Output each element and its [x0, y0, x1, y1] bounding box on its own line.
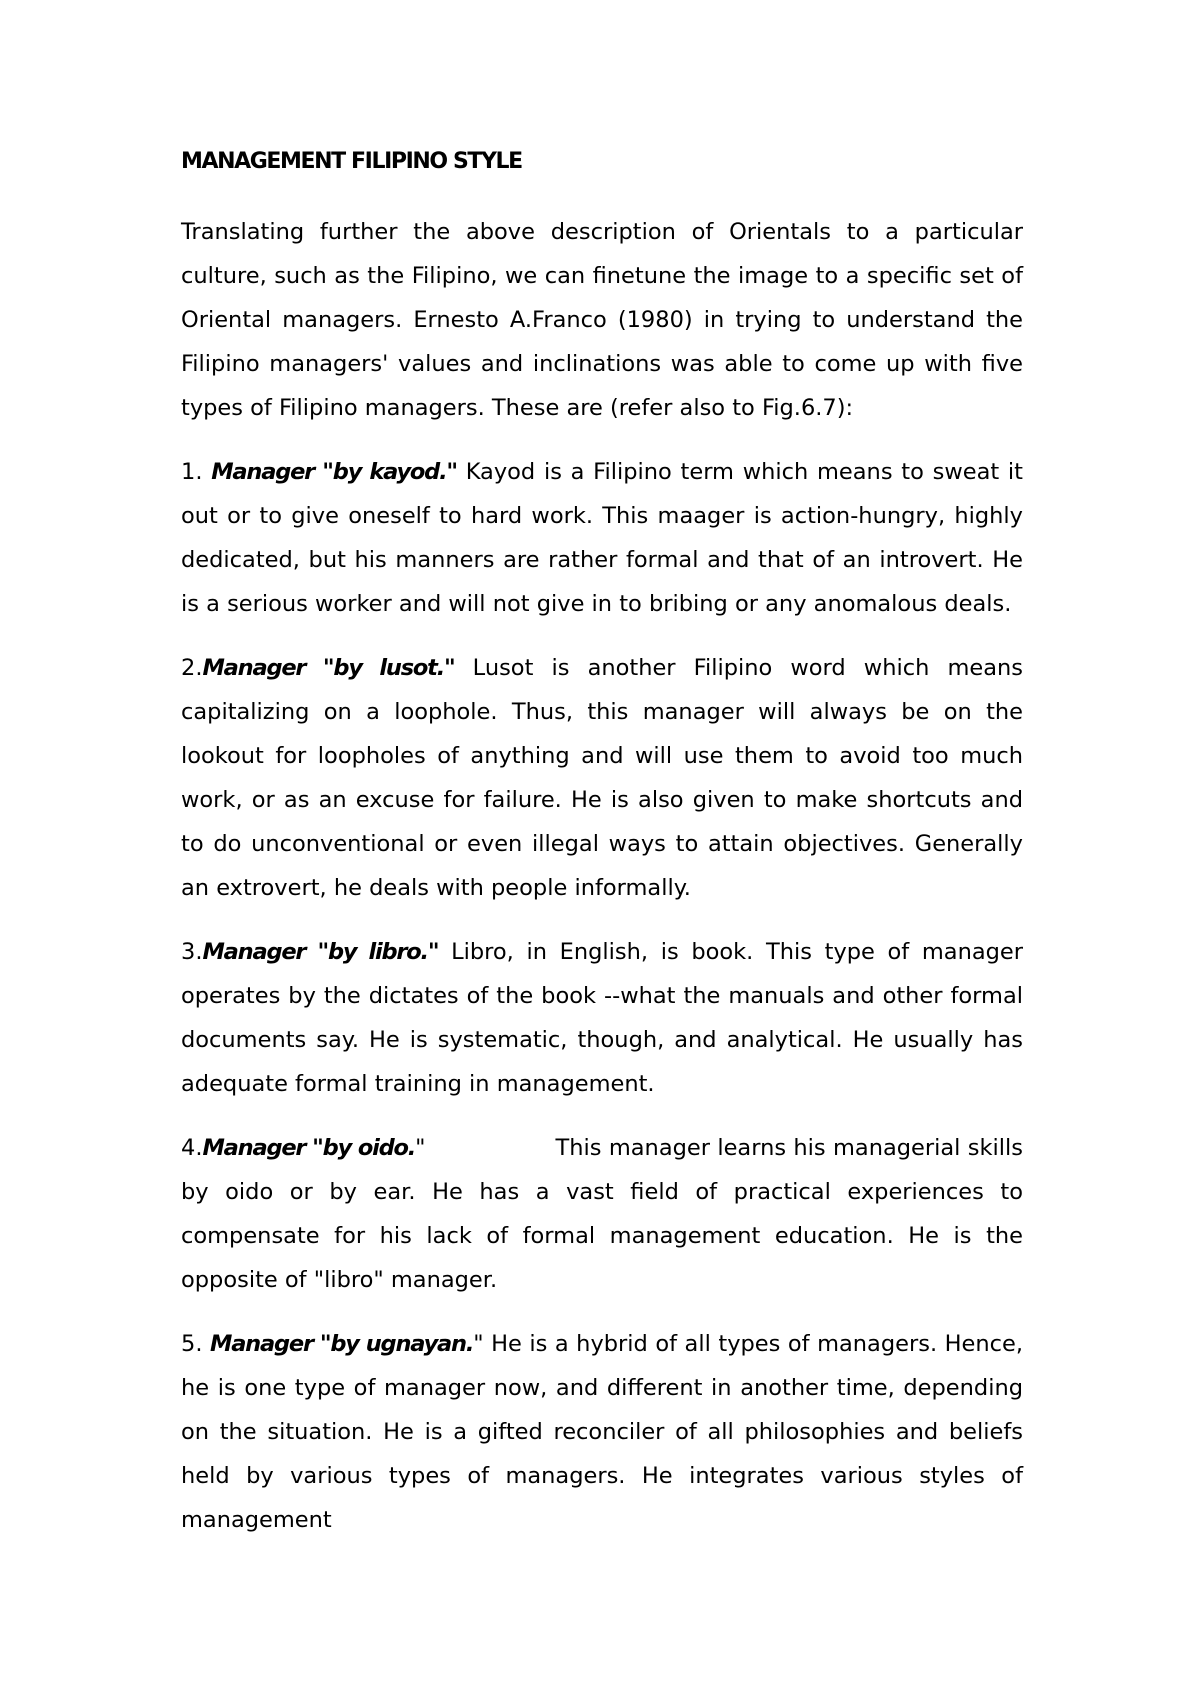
item-number: 2. [181, 655, 203, 681]
item-term: Manager "by libro." [202, 939, 439, 965]
item-term: Manager "by kayod." [211, 459, 457, 485]
item-number: 5. [181, 1331, 210, 1357]
item-text: Libro, in English, is book. This type of manager operates by the dictates of the book --what the manuals and other formal documents say. He is systematic, though, and analytical. He usually has adequate formal training in management. [181, 939, 1024, 1097]
item-number: 4. [181, 1135, 203, 1161]
page-title: MANAGEMENT FILIPINO STYLE [181, 149, 522, 174]
item-term: Manager "by oido. [202, 1135, 416, 1161]
item-text: Lusot is another Filipino word which means capitalizing on a loophole. Thus, this manager will always be on the lookout for loopholes of anything and will use them to avoid too much work, or as an excuse for failure. He is also given to make shortcuts and to do unconventional or even illegal ways to attain objectives. Generally an extrovert, he deals with people informally. [181, 655, 1023, 901]
item-term-tail: " [473, 1331, 484, 1357]
list-item-libro [181, 930, 1023, 1106]
item-text: This manager learns his managerial skills by oido or by ear. He has a vast field of practical experiences to compensate for his lack of formal management education. He is the opposite of "libro" manager. [181, 1135, 1023, 1293]
item-number: 3. [181, 939, 203, 965]
list-item-kayod [181, 450, 1023, 626]
item-text: Kayod is a Filipino term which means to sweat it out or to give oneself to hard work. This maager is action-hungry, highly dedicated, but his manners are rather formal and that of an introvert. He is a serious worker and will not give in to bribing or any anomalous deals. [181, 459, 1023, 617]
intro-paragraph: Translating further the above description of Orientals to a particular culture, such as the Filipino, we can finetune the image to a specific set of Oriental managers. Ernesto A.Franco (1980) in trying to understand the Filipino managers' values and inclinations was able to come up with five types of Filipino managers. These are (refer also to Fig.6.7): [181, 219, 1023, 421]
item-text: He is a hybrid of all types of managers. Hence, he is one type of manager now, and different in another time, depending on the situation. He is a gifted reconciler of all philosophies and beliefs held by various types of managers. He integrates various styles of management [181, 1331, 1024, 1533]
document-body [181, 140, 1023, 1562]
list-item-oido [181, 1126, 1023, 1302]
list-item-lusot [181, 646, 1023, 910]
item-term: Manager "by lusot." [202, 655, 455, 681]
item-number: 1. [181, 459, 212, 485]
list-item-ugnayan [181, 1322, 1023, 1542]
item-term-tail: " [415, 1135, 426, 1161]
item-term: Manager "by ugnayan. [210, 1331, 474, 1357]
